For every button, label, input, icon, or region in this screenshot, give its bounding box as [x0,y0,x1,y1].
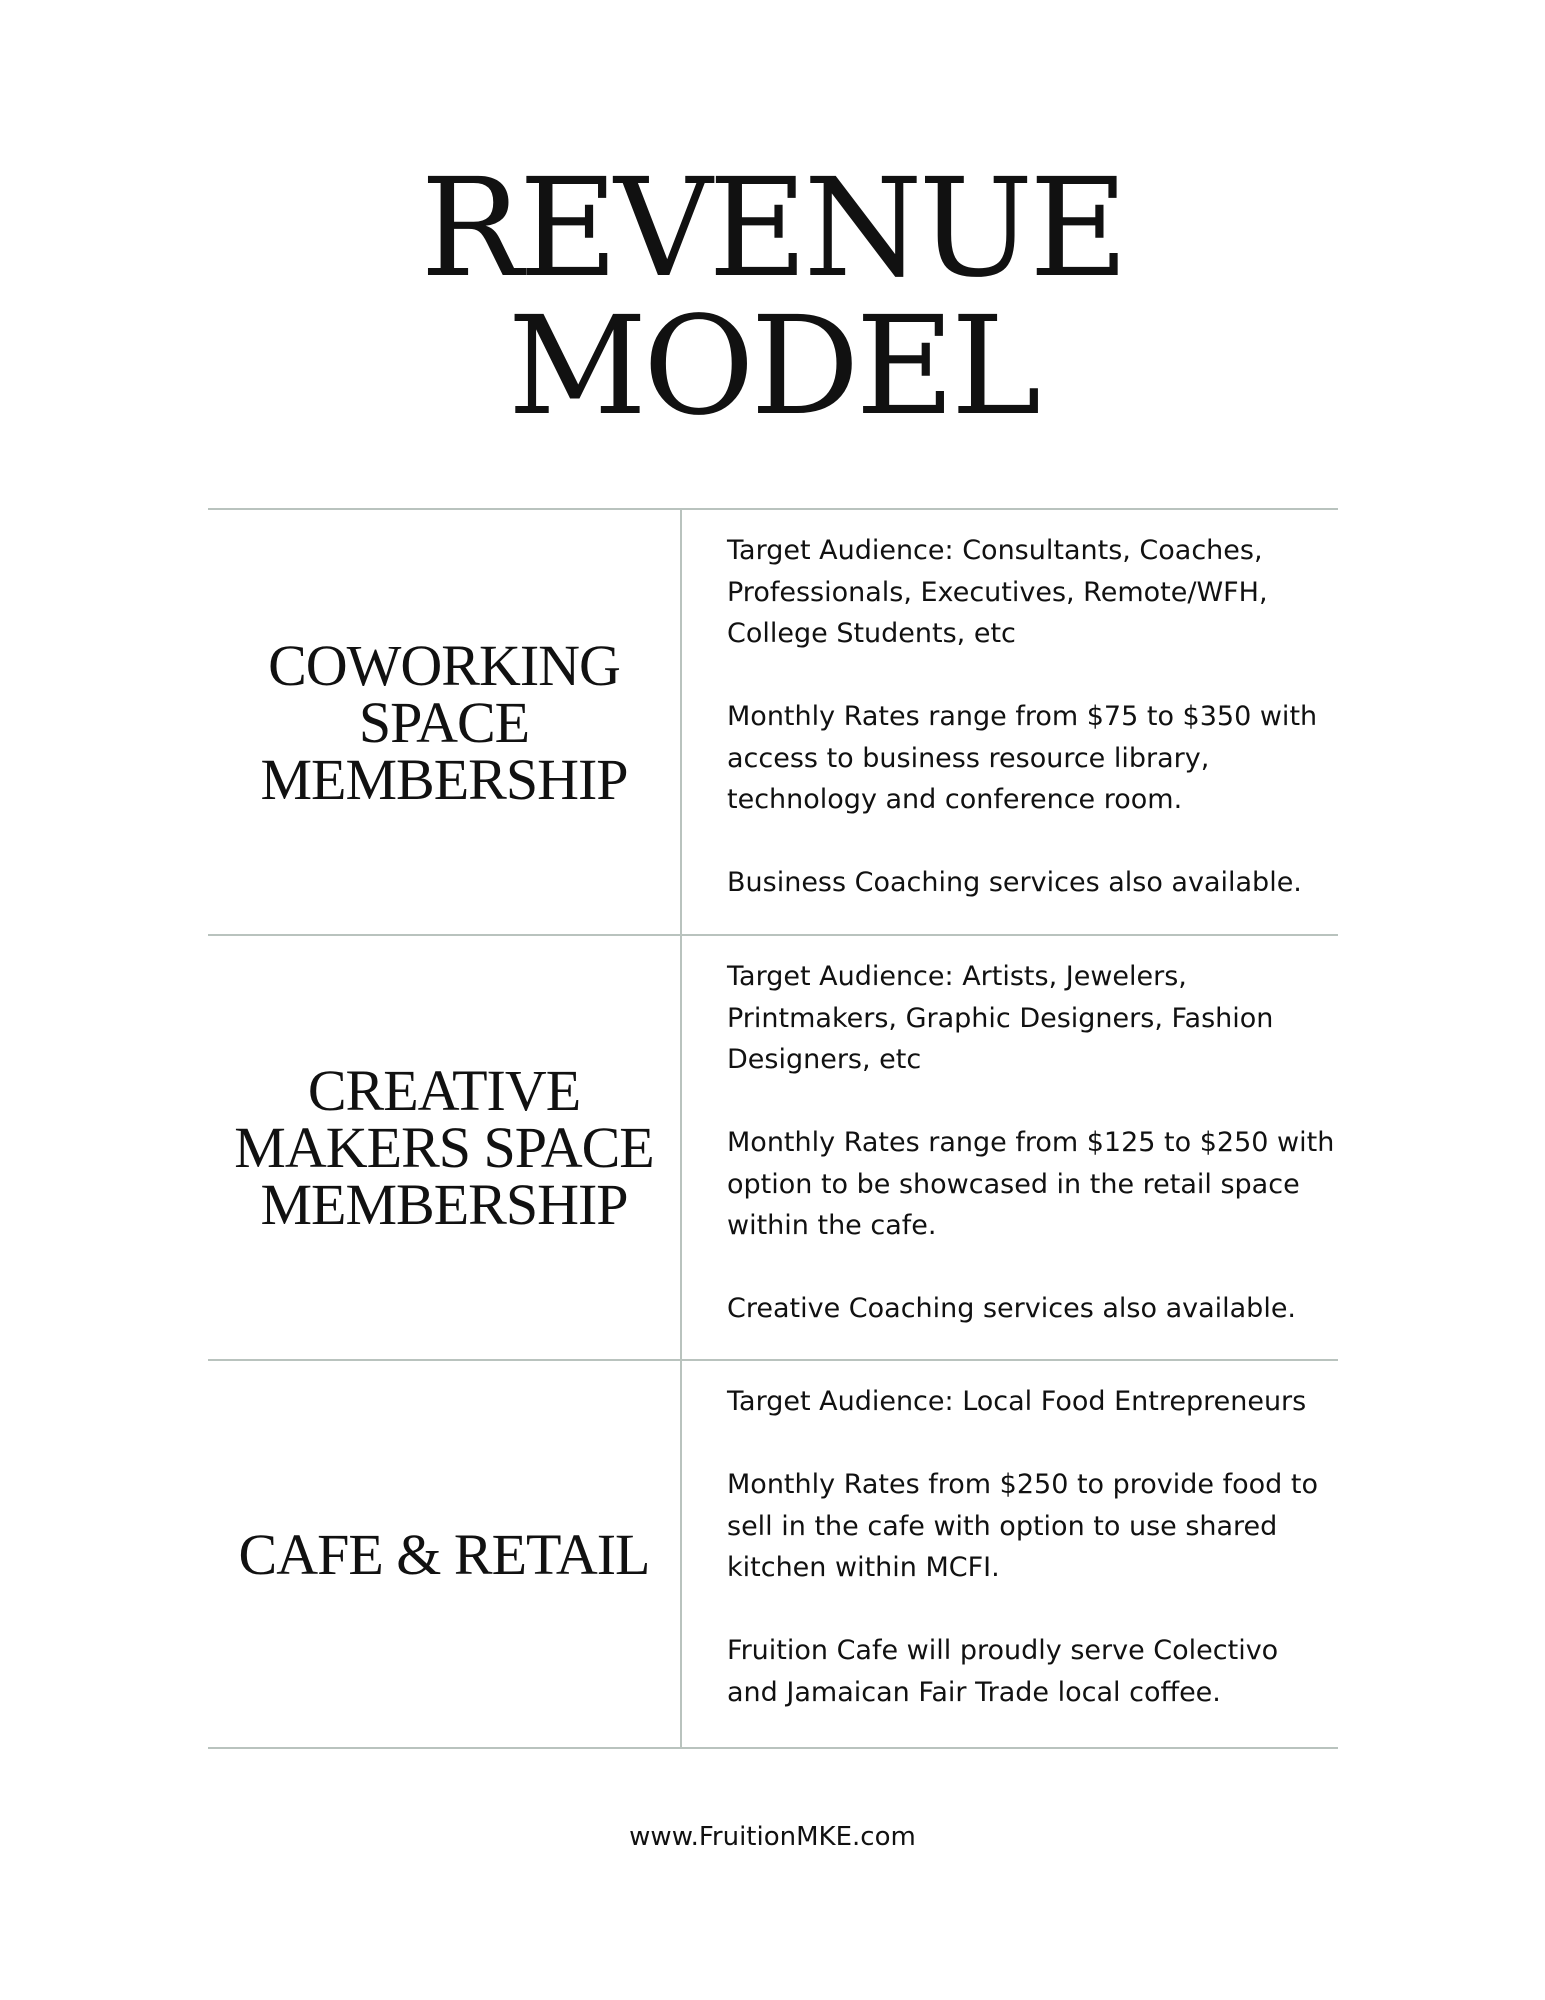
target-audience-text: Target Audience: Artists, Jewelers, Printmakers, Graphic Designers, Fashion Designers, etc [727,961,1274,1075]
row-label-cell [208,510,682,934]
monthly-rates-text: Monthly Rates from $250 to provide food to sell in the cafe with option to use shared kitchen within MCFI. [727,1469,1318,1583]
row-description-cell [682,1361,1338,1747]
target-audience-text: Target Audience: Local Food Entrepreneurs [727,1386,1307,1417]
row-label-cell [208,936,682,1359]
table-row-cafe-retail [208,1359,1338,1749]
title-line-2: MODEL [507,288,1038,446]
title-line-1: REVENUE [420,150,1125,308]
page-title [0,150,1545,446]
website-url: www.FruitionMKE.com [629,1822,916,1852]
row-label-coworking: COWORKING SPACE MEMBERSHIP [260,632,628,812]
row-description-cell [682,936,1338,1359]
table-row-creative-makers [208,934,1338,1359]
row-label-cafe-retail: CAFE & RETAIL [238,1521,650,1587]
row-label-creative-makers: CREATIVE MAKERS SPACE MEMBERSHIP [234,1058,654,1237]
row-description-cell [682,510,1338,934]
revenue-table [208,508,1338,1749]
table-row-coworking [208,508,1338,934]
coaching-services-text: Business Coaching services also available. [727,867,1302,898]
row-label-cell [208,1361,682,1747]
monthly-rates-text: Monthly Rates range from $125 to $250 with option to be showcased in the retail space within the cafe. [727,1127,1335,1241]
coffee-text: Fruition Cafe will proudly serve Colectivo and Jamaican Fair Trade local coffee. [727,1635,1279,1708]
target-audience-text: Target Audience: Consultants, Coaches, Professionals, Executives, Remote/WFH, College Students, etc [727,535,1268,649]
coaching-services-text: Creative Coaching services also available. [727,1293,1297,1324]
monthly-rates-text: Monthly Rates range from $75 to $350 with access to business resource library, technology and conference room. [727,701,1318,815]
